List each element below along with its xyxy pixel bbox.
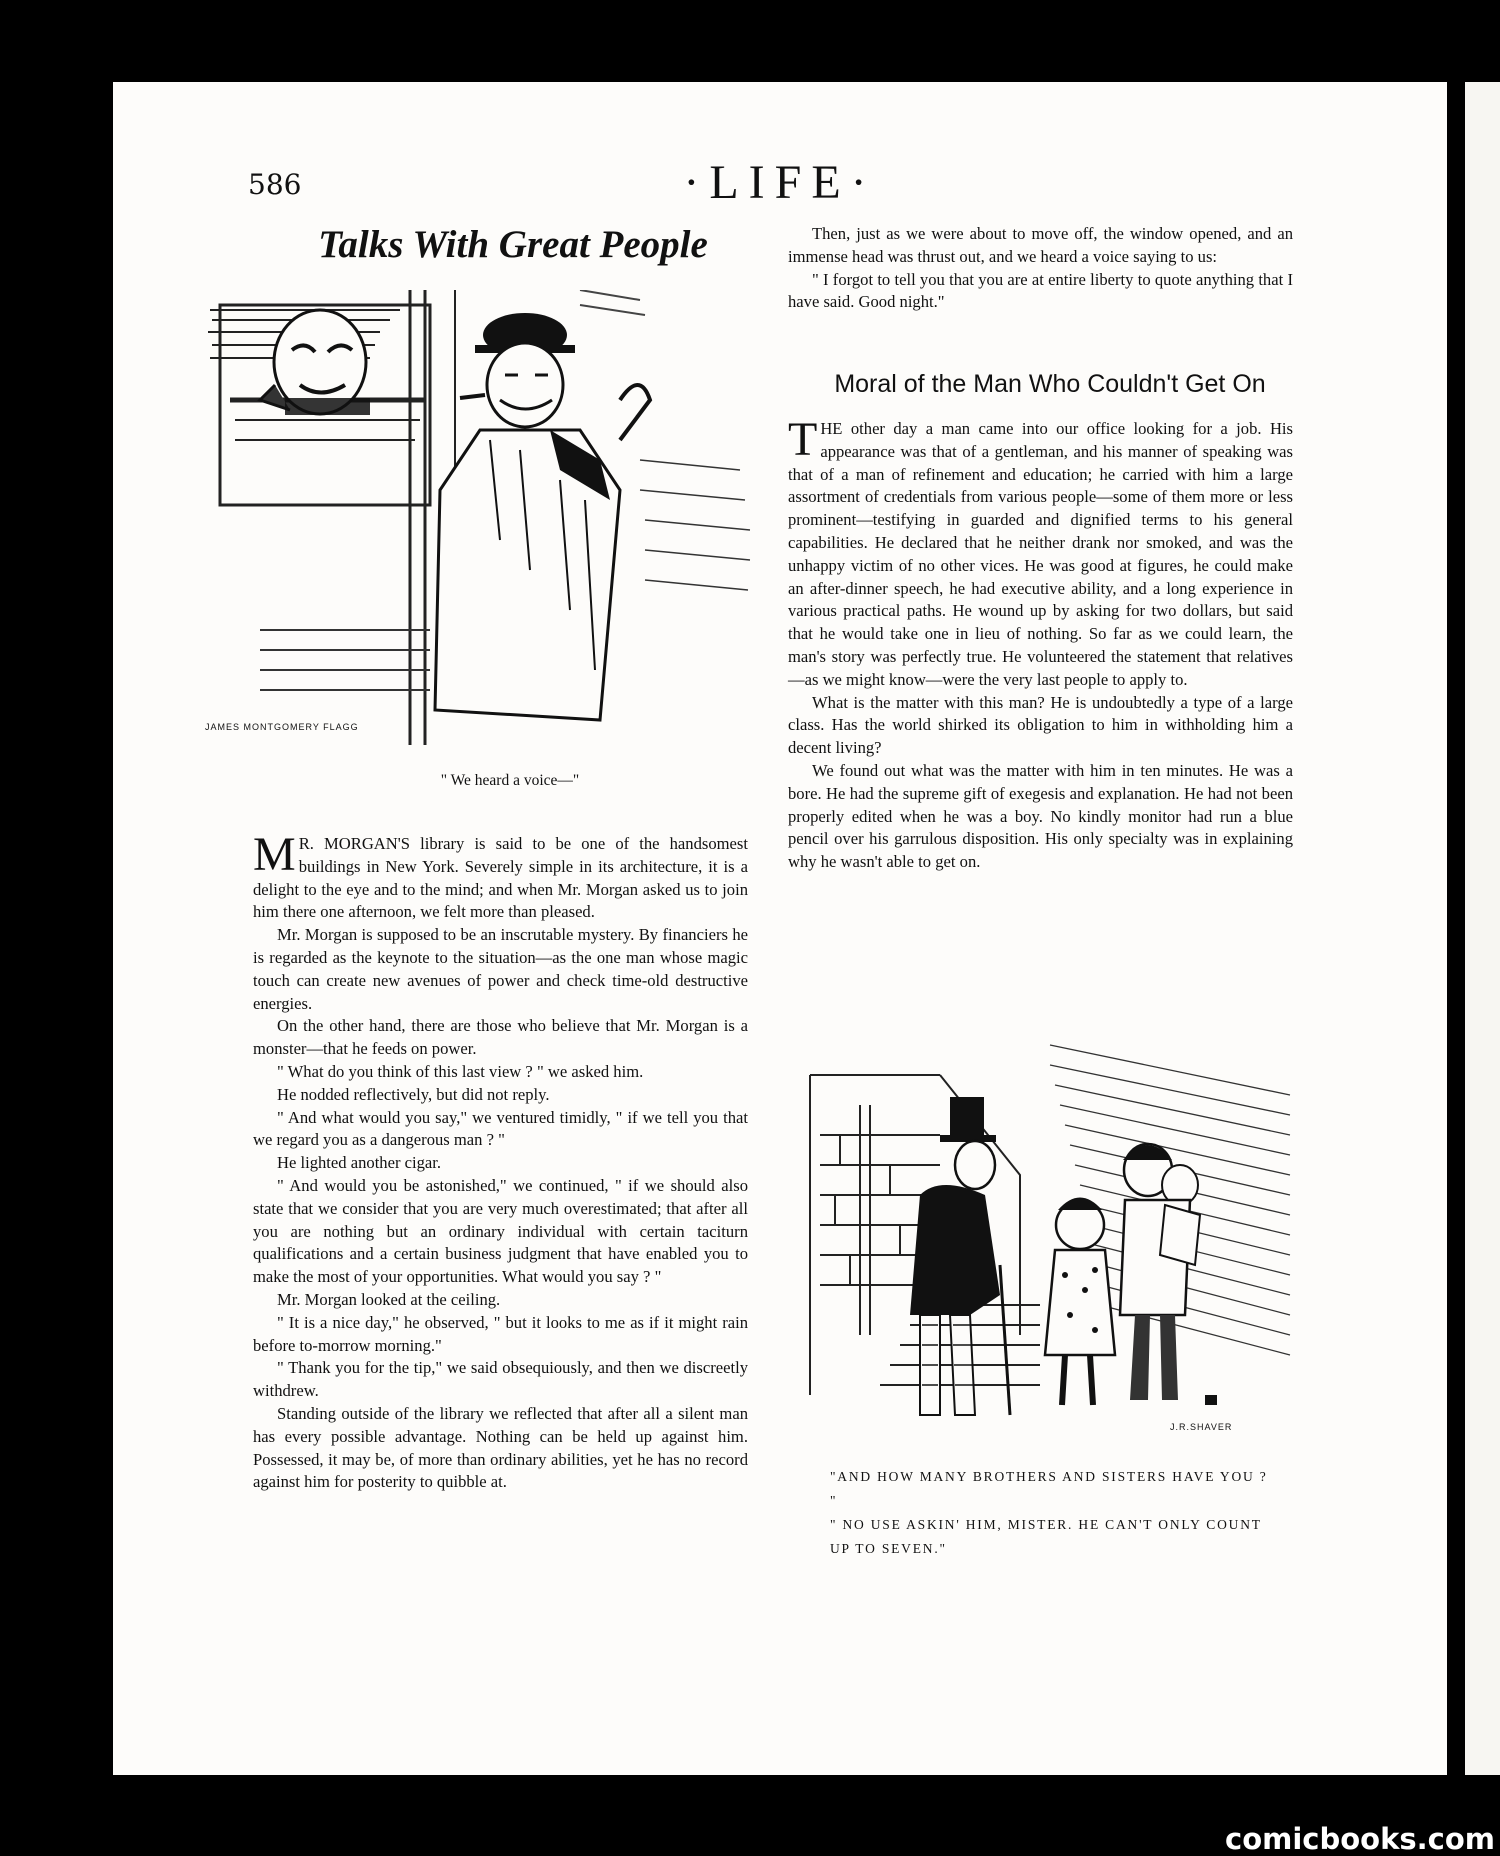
site-watermark: comicbooks.com bbox=[1225, 1822, 1495, 1856]
cartoon-signature: J.R.SHAVER bbox=[1170, 1422, 1233, 1432]
article-title-moral: Moral of the Man Who Couldn't Get On bbox=[834, 370, 1266, 398]
page-number: 586 bbox=[248, 168, 302, 201]
article-title-talks: Talks With Great People bbox=[318, 223, 708, 266]
article1-paragraph: He nodded reflectively, but did not reply. bbox=[277, 1084, 550, 1104]
illustration-caption: " We heard a voice—" bbox=[440, 772, 580, 789]
article1-paragraph: " And would you be astonished," we continued, " if we should also state that we consider that you are very much overestimated; that after all you are nothing but an ordinary individual with certain taciturn qualifications and a certain business judgment that have enabled you to make the most of your opportunities. What would you say ? " bbox=[253, 1175, 748, 1287]
illustration-signature: JAMES MONTGOMERY FLAGG bbox=[205, 722, 359, 732]
article1-paragraph: Mr. Morgan looked at the ceiling. bbox=[277, 1289, 501, 1309]
article2-body bbox=[788, 413, 1293, 874]
article1-paragraph: " Thank you for the tip," we said obsequiously, and then we discreetly withdrew. bbox=[253, 1358, 748, 1401]
dropcap-m: M bbox=[253, 828, 296, 881]
continuation-paragraph: Then, just as we were about to move off, the window opened, and an immense head was thrust out, and we heard a voice saying to us: bbox=[788, 224, 1293, 266]
dropcap-t: T bbox=[788, 413, 818, 466]
illustration-children-cartoon bbox=[800, 1035, 1300, 1445]
article1-paragraph: He lighted another cigar. bbox=[277, 1153, 442, 1173]
illustration-morgan-window bbox=[200, 290, 760, 745]
article2-paragraph: We found out what was the matter with him in ten minutes. He was a bore. He had the supreme gift of exegesis and explanation. He had not been properly edited when he was a boy. No kindly monitor had run a blue pencil over his garrulous disposition. His only specialty was in explaining why he wasn't able to get on. bbox=[788, 760, 1293, 872]
masthead: ·LIFE· bbox=[683, 156, 877, 209]
cartoon-caption-line: " NO USE ASKIN' HIM, MISTER. HE CAN'T ONLY COUNT UP TO SEVEN." bbox=[830, 1517, 1262, 1556]
article1-paragraph: " It is a nice day," he observed, " but it looks to me as if it might rain before to-morrow morning." bbox=[253, 1312, 748, 1355]
article1-paragraph: On the other hand, there are those who believe that Mr. Morgan is a monster—that he feeds on power. bbox=[253, 1016, 748, 1059]
article1-paragraph: M R. MORGAN'S library is said to be one of the handsomest buildings in New York. Severely simple in its architecture, it is a delight to the eye and to the mind; and when Mr. Morgan asked us to join him there one afternoon, we felt more than pleased. bbox=[253, 828, 748, 922]
continuation-paragraph: " I forgot to tell you that you are at entire liberty to quote anything that I have said. Good night." bbox=[788, 269, 1293, 312]
article1-paragraph: Mr. Morgan is supposed to be an inscrutable mystery. By financiers he is regarded as the keynote to the situation—as the one man whose magic touch can create new avenues of power and check time-old destructive energies. bbox=[253, 925, 748, 1013]
article1-body bbox=[253, 828, 748, 1494]
article2-paragraph: What is the matter with this man? He is undoubtedly a type of a large class. Has the world shirked its obligation to him in withholding him a decent living? bbox=[788, 692, 1293, 758]
article1-paragraph: Standing outside of the library we reflected that after all a silent man has every possible advantage. Nothing can be held up against him. Possessed, it may be, of more than ordinary abilities, yet he has no record against him for posterity to quibble at. bbox=[253, 1403, 748, 1492]
adjacent-page-edge bbox=[1447, 82, 1500, 1775]
cartoon-caption bbox=[830, 1465, 1270, 1561]
article2-paragraph: THE other day a man came into our office looking for a job. His appearance was that of a gentleman, and his manner of speaking was that of a man of refinement and education; he carried with him a large assortment of credentials from various people—some of them more or less prominent—testifying in guarded and dignified terms to his general capabilities. He declared that he neither drank nor smoked, and was the unhappy victim of no other vices. He was good at figures, he could make an after-dinner speech, he had executive ability, and a long experience in various practical paths. He wound up by asking for two dollars, but said that he would take one in lieu of nothing. So far as we could learn, the man's story was perfectly true. He volunteered the statement that relatives—as we might know—were the very last people to apply to. bbox=[788, 413, 1293, 689]
article1-continuation bbox=[788, 223, 1293, 314]
article1-paragraph: " What do you think of this last view ? " we asked him. bbox=[277, 1061, 644, 1081]
article1-paragraph: " And what would you say," we ventured timidly, " if we tell you that we regard you as a dangerous man ? " bbox=[253, 1107, 748, 1150]
cartoon-caption-line: "AND HOW MANY BROTHERS AND SISTERS HAVE YOU ? " bbox=[830, 1469, 1268, 1508]
